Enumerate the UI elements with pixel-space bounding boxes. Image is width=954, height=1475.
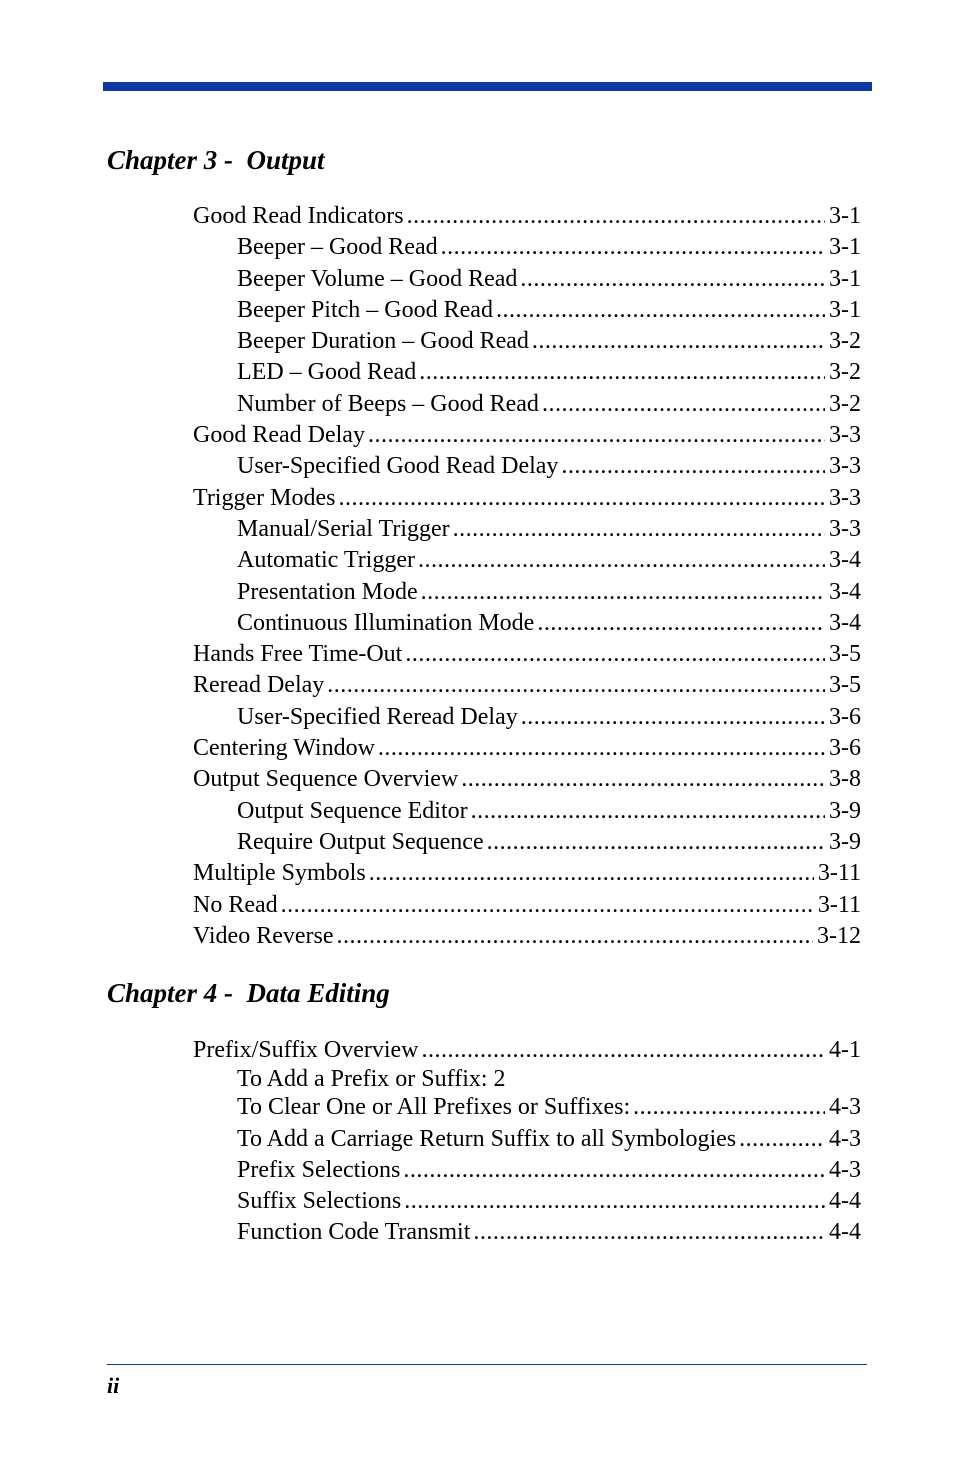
toc-entry-title: Output Sequence Editor [237,797,468,824]
toc-entry-title: Automatic Trigger [237,547,415,574]
toc-list [0,201,954,952]
toc-entry-title: Number of Beeps – Good Read [237,390,539,417]
header-rule [103,82,872,91]
toc-entry-page: 4-3 [829,1125,861,1152]
toc-entry[interactable] [237,702,861,733]
dot-leader [337,921,813,952]
toc-entry-title: Multiple Symbols [193,860,366,887]
toc-entry[interactable] [237,1186,861,1217]
toc-entry-title: Prefix/Suffix Overview [193,1037,419,1063]
toc-entry-page: 3-5 [829,641,861,668]
toc-entry[interactable] [237,264,861,295]
toc-entry-title: Beeper Pitch – Good Read [237,296,493,323]
toc-entry-page: 3-11 [817,860,861,887]
toc-entry-page: 3-5 [829,672,861,699]
toc-entry-page: 3-3 [829,515,861,542]
toc-entry-page: 3-9 [829,797,861,824]
toc-entry[interactable] [193,201,861,232]
dot-leader [403,1155,825,1186]
dot-leader [471,796,825,827]
dot-leader [739,1124,825,1155]
dot-leader [281,890,814,921]
toc-entry-page: 3-11 [817,891,861,918]
dot-leader [405,639,825,670]
toc-entry[interactable] [237,545,861,576]
toc-entry-title: Suffix Selections [237,1188,402,1215]
toc-entry-title: Require Output Sequence [237,828,484,855]
toc-entry-title: To Add a Prefix or Suffix: 2 [237,1066,506,1093]
toc-entry-page: 3-4 [829,578,861,605]
dot-leader [327,670,825,701]
dot-leader [537,608,825,639]
toc-entry-page: 3-6 [829,703,861,730]
dot-leader [521,702,825,733]
dot-leader [368,420,825,451]
page-number: ii [107,1373,120,1398]
toc-entry-title: Continuous Illumination Mode [237,609,535,636]
dot-leader [633,1092,825,1123]
toc-entry-title: User-Specified Reread Delay [237,703,518,730]
dot-leader [422,1035,825,1066]
toc-entry[interactable] [237,1217,861,1248]
toc-entry-title: Trigger Modes [193,484,336,511]
toc-entry-page: 3-3 [829,453,861,480]
toc-entry[interactable] [237,514,861,545]
toc-entry[interactable] [237,827,861,858]
toc-entry-page: 3-1 [829,203,861,229]
toc-entry-title: Reread Delay [193,672,325,699]
toc-entry[interactable] [237,608,861,639]
toc-entry-title: Beeper – Good Read [237,234,438,261]
toc-entry[interactable] [193,890,861,921]
toc-entry-title: Beeper Duration – Good Read [237,328,529,355]
toc-entry-page: 3-2 [829,328,861,355]
dot-leader [338,483,825,514]
dot-leader [378,733,825,764]
toc-entry-page: 3-6 [829,735,861,762]
toc-entry[interactable] [237,326,861,357]
toc-entry-page: 4-1 [829,1037,861,1063]
dot-leader [461,764,825,795]
toc-entry-title: Function Code Transmit [237,1219,471,1246]
toc-entry[interactable] [237,1124,861,1155]
dot-leader [520,264,825,295]
dot-leader [418,545,825,576]
toc-entry-page: 3-12 [817,922,861,949]
toc-entry[interactable] [193,420,861,451]
toc-entry-page: 3-2 [829,390,861,417]
toc-entry-page: 4-3 [829,1156,861,1183]
toc-entry-title: Beeper Volume – Good Read [237,265,518,292]
toc-entry[interactable] [237,295,861,326]
toc-entry[interactable] [237,1092,861,1123]
toc-entry-title: No Read [193,891,278,918]
toc-entry[interactable] [237,232,861,263]
toc-entry[interactable] [193,483,861,514]
toc-entry[interactable] [193,921,861,952]
toc-entry-page: 3-4 [829,609,861,636]
toc-entry-title: Centering Window [193,735,375,762]
dot-leader [496,295,825,326]
dot-leader [419,357,825,388]
toc-entry-title: Hands Free Time-Out [193,641,403,668]
toc-entry-page: 3-1 [829,296,861,323]
toc-entry-title: Good Read Delay [193,422,365,449]
toc-entry[interactable] [193,670,861,701]
dot-leader [487,827,825,858]
toc-entry[interactable] [237,357,861,388]
toc-entry-title: To Clear One or All Prefixes or Suffixes: [237,1094,631,1121]
toc-entry-page: 4-4 [829,1188,861,1215]
toc-entry-page: 3-3 [829,484,861,511]
toc-entry-title: Presentation Mode [237,578,418,605]
toc-entry-page: 4-4 [829,1219,861,1246]
toc-entry-title: Good Read Indicators [193,203,404,229]
toc-entry[interactable] [193,733,861,764]
toc-entry[interactable] [237,796,861,827]
dot-leader [404,1186,825,1217]
dot-leader [542,389,825,420]
toc-entry-page: 3-9 [829,828,861,855]
dot-leader [532,326,825,357]
toc-entry[interactable] [237,389,861,420]
toc-entry-page: 3-4 [829,547,861,574]
toc-entry-title: LED – Good Read [237,359,417,386]
dot-leader [421,577,825,608]
toc-entry-page: 3-1 [829,234,861,261]
toc-entry-page: 3-3 [829,422,861,449]
chapter-heading: Chapter 3 - Output [107,145,325,175]
footer-rule [107,1364,867,1365]
toc-entry-title: Prefix Selections [237,1156,401,1183]
toc-entry-title: Video Reverse [193,922,334,949]
dot-leader [441,232,825,263]
dot-leader [561,451,825,482]
toc-entry[interactable] [193,858,861,889]
toc-list [0,1035,954,1249]
toc-entry[interactable] [237,1155,861,1186]
dot-leader [369,858,814,889]
toc-entry[interactable] [193,1035,861,1066]
toc-entry-page: 3-2 [829,359,861,386]
toc-entry-title: To Add a Carriage Return Suffix to all Symbologies [237,1125,737,1152]
toc-entry-page: 3-8 [829,766,861,793]
toc-entry[interactable] [193,639,861,670]
toc-entry-page: 3-1 [829,265,861,292]
toc-entry-title: User-Specified Good Read Delay [237,453,559,480]
dot-leader [453,514,825,545]
dot-leader [407,201,825,232]
toc-entry[interactable] [237,1066,861,1092]
toc-entry-title: Output Sequence Overview [193,766,459,793]
toc-entry[interactable] [237,577,861,608]
toc-entry[interactable] [237,451,861,482]
toc-entry-title: Manual/Serial Trigger [237,515,450,542]
dot-leader [473,1217,825,1248]
chapter-heading: Chapter 4 - Data Editing [107,978,390,1008]
toc-entry[interactable] [193,764,861,795]
toc-entry-page: 4-3 [829,1094,861,1121]
